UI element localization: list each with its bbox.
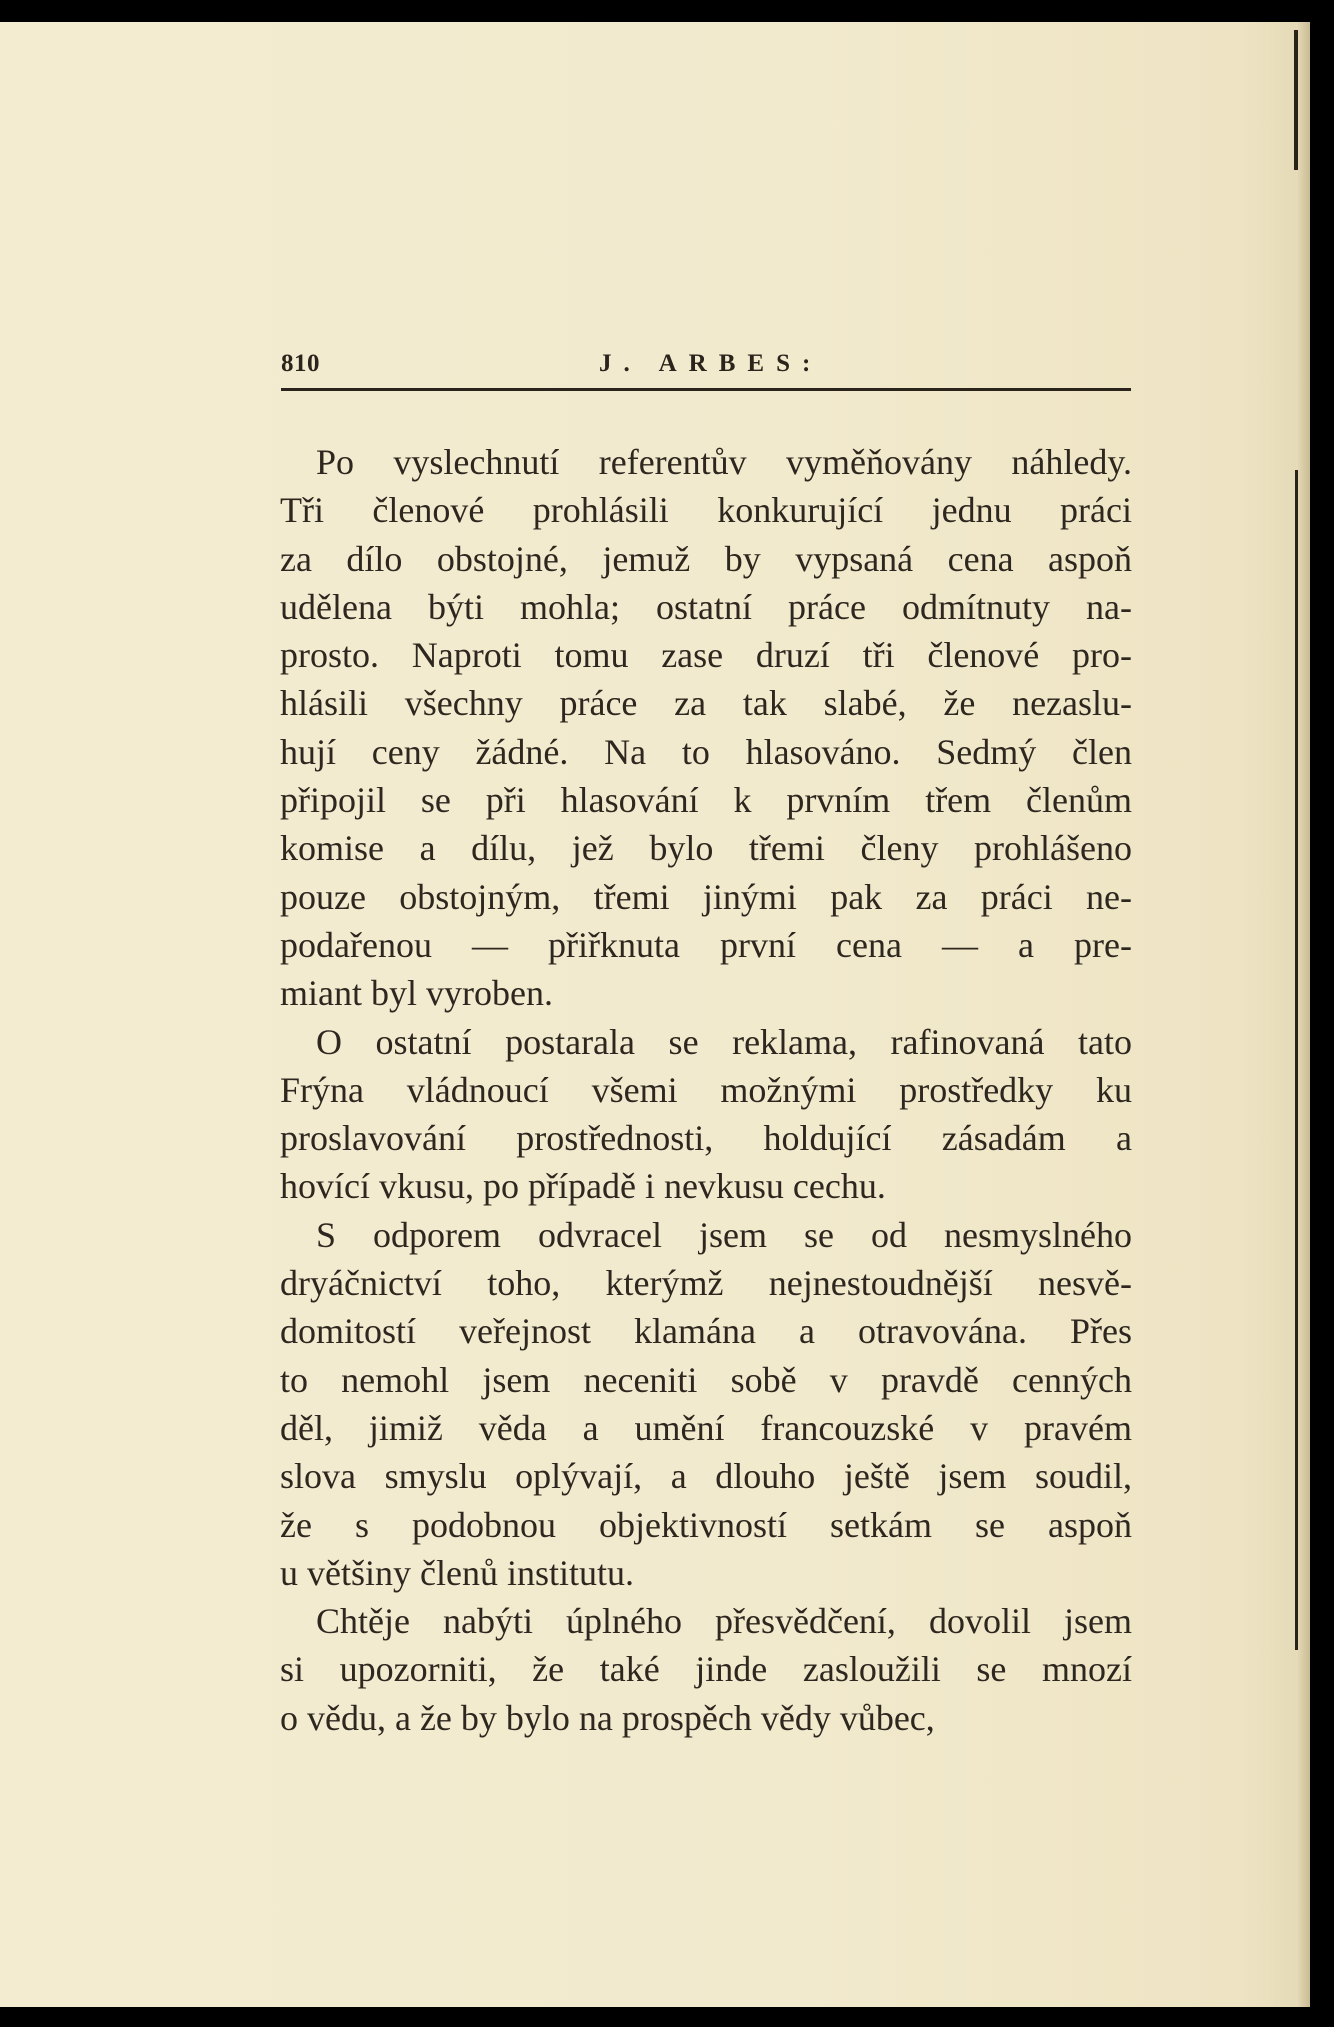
text-line: slova smyslu oplývají, a dlouho ještě jsem soudil, (280, 1456, 1132, 1497)
text-line: hlásili všechny práce za tak slabé, že nezaslu- (280, 683, 1132, 724)
text-line: miant byl vyroben. (280, 973, 553, 1014)
text-line: Frýna vládnoucí všemi možnými prostředky ku (280, 1069, 1132, 1110)
text-line: u většiny členů institutu. (280, 1552, 634, 1593)
text-line: Po vyslechnutí referentův vyměňovány náhledy. (316, 442, 1132, 482)
paragraph (280, 1597, 1132, 1742)
text-line: to nemohl jsem neceniti sobě v pravdě cenných (280, 1359, 1132, 1400)
paragraph (280, 438, 1132, 1018)
page-edge (1296, 22, 1310, 2007)
text-line: prosto. Naproti tomu zase druzí tři členové pro- (280, 635, 1132, 676)
text-line: pouze obstojným, třemi jinými pak za práci ne- (280, 876, 1132, 917)
page-header (281, 350, 1131, 390)
text-line: Tři členové prohlásili konkurující jednu práci (280, 490, 1132, 531)
text-line: připojil se při hlasování k prvním třem členům (280, 780, 1132, 821)
running-head: J. ARBES: (599, 350, 823, 377)
page-number: 810 (281, 350, 320, 377)
paragraph (280, 1211, 1132, 1597)
text-line: podařenou — přiřknuta první cena — a pre- (280, 924, 1132, 965)
text-line: o vědu, a že by bylo na prospěch vědy vůbec, (280, 1697, 935, 1738)
body-text (280, 438, 1132, 1742)
text-line: S odporem odvracel jsem se od nesmyslného (316, 1214, 1132, 1255)
text-line: proslavování prostřednosti, holdující zásadám a (280, 1118, 1132, 1159)
text-line: si upozorniti, že také jinde zasloužili se mnozí (280, 1649, 1132, 1690)
text-line: O ostatní postarala se reklama, rafinovaná tato (316, 1021, 1132, 1062)
header-rule (281, 388, 1131, 391)
text-line: dryáčnictví toho, kterýmž nejnestoudnější nesvě- (280, 1263, 1132, 1304)
text-line: za dílo obstojné, jemuž by vypsaná cena aspoň (280, 538, 1132, 579)
text-line: že s podobnou objektivností setkám se aspoň (280, 1504, 1132, 1545)
text-line: hují ceny žádné. Na to hlasováno. Sedmý člen (280, 731, 1132, 772)
text-line: domitostí veřejnost klamána a otravována. Přes (280, 1311, 1132, 1352)
binding-edge-line (1295, 470, 1298, 1650)
text-line: Chtěje nabýti úplného přesvědčení, dovolil jsem (316, 1601, 1132, 1642)
binding-edge-line (1294, 30, 1298, 170)
text-line: komise a dílu, jež bylo třemi členy prohlášeno (280, 828, 1132, 869)
text-line: děl, jimiž věda a umění francouzské v pravém (280, 1407, 1132, 1448)
text-line: udělena býti mohla; ostatní práce odmítnuty na- (280, 586, 1132, 627)
text-line: hovící vkusu, po případě i nevkusu cechu. (280, 1166, 886, 1207)
paragraph (280, 1018, 1132, 1211)
